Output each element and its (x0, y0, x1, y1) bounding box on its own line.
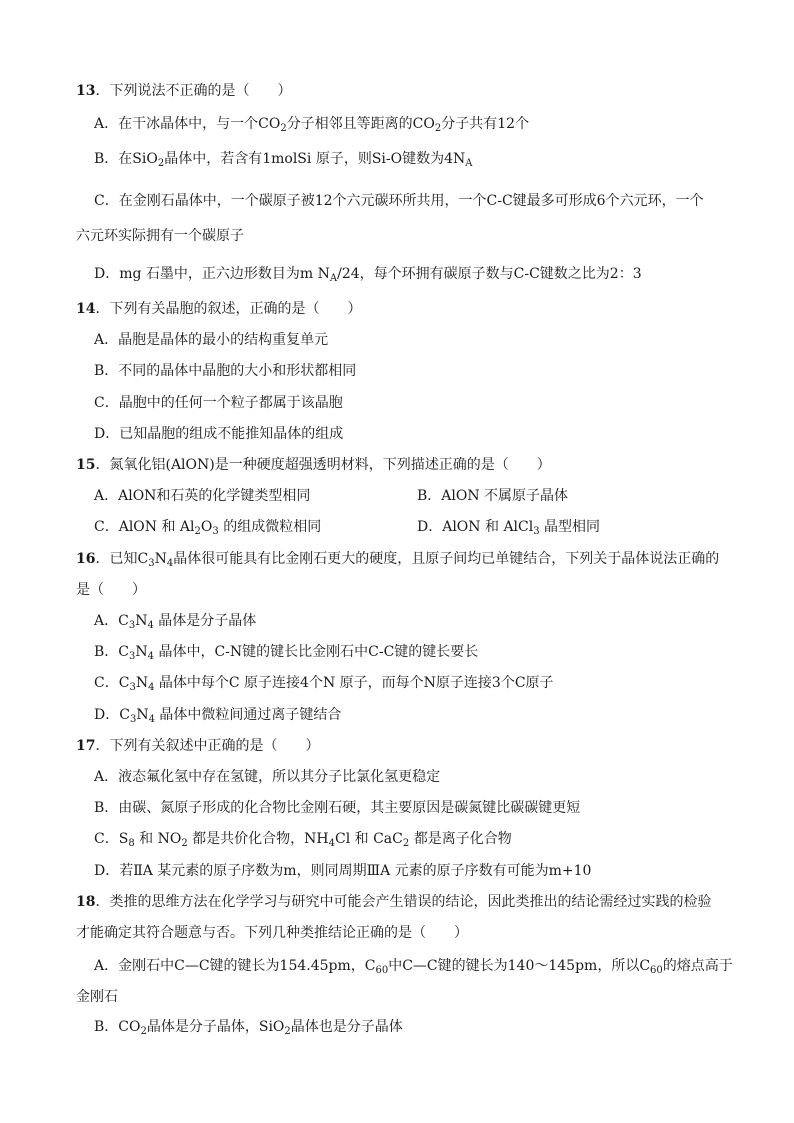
question-14-stem (76, 300, 361, 318)
question-stem: ．下列有关叙述中正确的是（ ） (95, 738, 320, 754)
question-stem: ．氮氧化铝(AlON)是一种硬度超强透明材料，下列描述正确的是（ ） (95, 457, 551, 473)
question-15-option-b: B．AlON 不属原子晶体 (417, 488, 569, 504)
question-13-option-b: B．在SiO$_2$晶体中，若含有1molSi 原子，则Si-O键数为$4N_A$ (94, 151, 473, 169)
question-number: 13 (76, 83, 96, 99)
question-17-option-b: B．由碳、氮原子形成的化合物比金刚石硬，其主要原因是碳氮键比碳碳键更短 (94, 800, 581, 816)
question-16-option-c: C．$C_3N_4$ 晶体中每个C 原子连接4个N 原子，而每个N原子连接3个C原子 (94, 675, 554, 693)
question-stem: ．已知$C_3N_4$晶体很可能具有比金刚石更大的硬度，且原子间均已单键结合，下列关于晶体说法正确的 (95, 551, 720, 569)
question-17-option-c: C．$S_8$ 和 $NO_2$ 都是共价化合物，$NH_4Cl$ 和 CaC$_2$ 都是离子化合物 (94, 831, 512, 849)
question-17-stem (76, 737, 319, 755)
question-stem: ．类推的思维方法在化学学习与研究中可能会产生错误的结论，因此类推出的结论需经过实践的检验 (95, 894, 712, 910)
question-18-stem-continued: 才能确定其符合题意与否。下列几种类推结论正确的是（ ） (76, 925, 468, 941)
question-number: 16 (76, 551, 96, 567)
question-18-option-b: B．$CO_2$晶体是分子晶体，SiO$_2$晶体也是分子晶体 (94, 1019, 403, 1037)
question-15-option-c: C．AlON 和 $Al_2O_3$ 的组成微粒相同 (94, 519, 322, 537)
question-15-option-d: D．AlON 和 AlCl$_3$ 晶型相同 (417, 519, 601, 537)
question-14-option-a: A．晶胞是晶体的最小的结构重复单元 (94, 332, 329, 348)
question-14-option-c: C．晶胞中的任何一个粒子都属于该晶胞 (94, 395, 343, 411)
question-17-option-a: A．液态氟化氢中存在氢键，所以其分子比氯化氢更稳定 (94, 769, 441, 785)
question-14-option-b: B．不同的晶体中晶胞的大小和形状都相同 (94, 363, 357, 379)
question-16-option-a: A．$C_3N_4$ 晶体是分子晶体 (94, 613, 257, 631)
question-number: 15 (76, 457, 96, 473)
question-13-option-c-continued: 六元环实际拥有一个碳原子 (76, 228, 244, 244)
question-16-option-d: D．$C_3N_4$ 晶体中微粒间通过离子键结合 (94, 707, 342, 725)
question-number: 18 (76, 894, 96, 910)
question-18-stem (76, 893, 711, 911)
question-number: 14 (76, 301, 96, 317)
question-16-stem (76, 550, 719, 568)
question-17-option-d: D．若ⅡA 某元素的原子序数为m，则同周期ⅢA 元素的原子序数有可能为m+10 (94, 863, 592, 879)
question-13-option-d: D．mg 石墨中，正六边形数目为m $N_A/24$，每个环拥有碳原子数与C-C键数之比为2：3 (94, 266, 642, 284)
question-stem: ．下列说法不正确的是（ ） (95, 83, 292, 99)
question-15-stem (76, 456, 551, 474)
question-14-option-d: D．已知晶胞的组成不能推知晶体的组成 (94, 426, 344, 442)
question-stem: ．下列有关晶胞的叙述，正确的是（ ） (95, 301, 362, 317)
question-15-option-a: A．AlON和石英的化学键类型相同 (94, 488, 311, 504)
question-13-option-a: A．在干冰晶体中，与一个$CO_2$分子相邻且等距离的$CO_2$分子共有12个 (94, 116, 530, 134)
question-16-stem-continued: 是（ ） (76, 582, 146, 598)
question-18-option-a-continued: 金刚石 (76, 989, 118, 1005)
question-16-option-b: B．$C_3N_4$ 晶体中，C-N键的键长比金刚石中C-C键的键长要长 (94, 644, 479, 662)
question-13-stem (76, 82, 291, 100)
question-number: 17 (76, 738, 96, 754)
question-18-option-a: A．金刚石中C—C键的键长为154.45pm，$C_{60}$中C—C键的键长为140～145pm，所以$C_{60}$的熔点高于 (94, 958, 733, 976)
question-13-option-c: C．在金刚石晶体中，一个碳原子被12个六元碳环所共用，一个C-C键最多可形成6个六元环，一个 (94, 193, 704, 209)
